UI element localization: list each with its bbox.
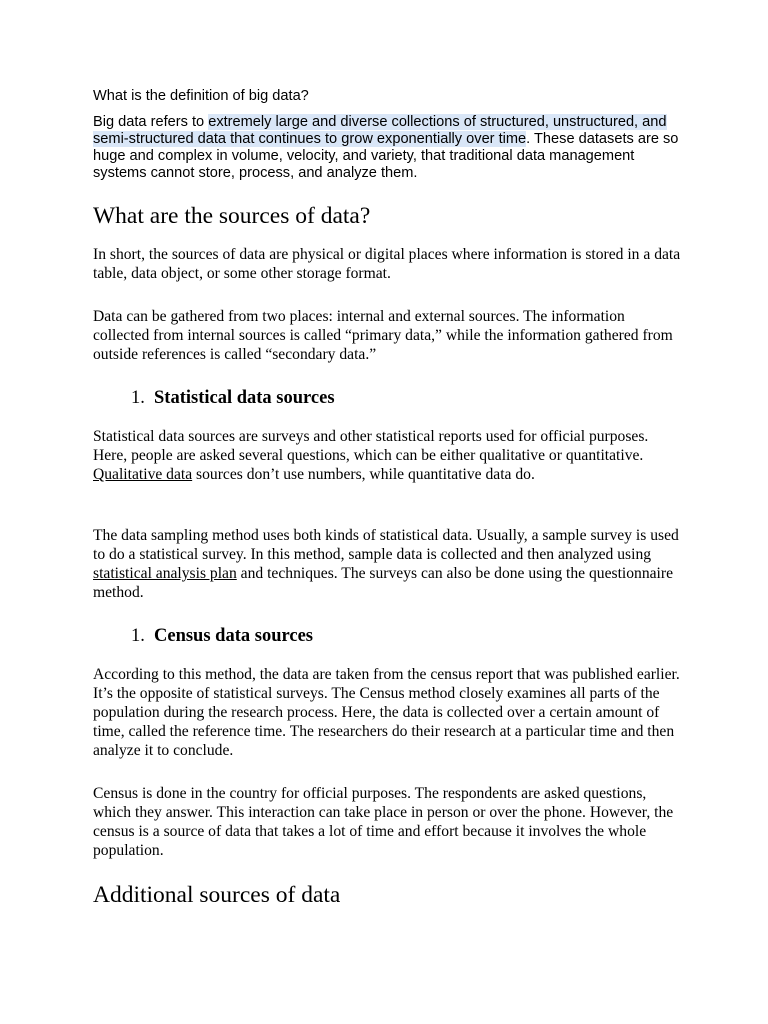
sources-intro-paragraph: In short, the sources of data are physical or digital places where information is stored in a data table, data object, or some other storage format. bbox=[93, 246, 681, 282]
statistical-paragraph-1 bbox=[93, 427, 683, 484]
text-span: sources don’t use numbers, while quantitative data do. bbox=[192, 466, 535, 483]
text-span: and techniques. The surveys can also be done using the questionnaire method. bbox=[93, 565, 674, 601]
question-text: What is the definition of big data? bbox=[93, 88, 309, 104]
census-heading bbox=[131, 625, 313, 647]
list-number: 1. bbox=[131, 626, 145, 646]
statistical-analysis-plan-link[interactable]: statistical analysis plan bbox=[93, 565, 237, 582]
qualitative-data-link[interactable]: Qualitative data bbox=[93, 466, 193, 483]
census-title: Census data sources bbox=[154, 626, 313, 646]
statistical-title: Statistical data sources bbox=[154, 388, 335, 408]
definition-tail: . These datasets are so huge and complex in volume, velocity, and variety, that traditional data management systems cannot store, process, and analyze them. bbox=[93, 131, 679, 181]
census-paragraph-2: Census is done in the country for official purposes. The respondents are asked questions, which they answer. This interaction can take place in person or over the phone. However, the census is a source of data that takes a lot of time and effort because it involves the whole population. bbox=[93, 785, 674, 859]
text-span: The data sampling method uses both kinds of statistical data. Usually, a sample survey is used to do a statistical survey. In this method, sample data is collected and then analyzed using bbox=[93, 527, 679, 563]
text-span: Statistical data sources are surveys and other statistical reports used for official purposes. Here, people are asked several questions, which can be either qualitative or quantitative. bbox=[93, 428, 649, 464]
sources-heading: What are the sources of data? bbox=[93, 203, 371, 229]
list-number: 1. bbox=[131, 388, 145, 408]
definition-paragraph bbox=[93, 114, 683, 182]
census-paragraph-1: According to this method, the data are taken from the census report that was published earlier. It’s the opposite of statistical surveys. The Census method closely examines all parts of the population during the research process. Here, the data is collected over a certain amount of time, called the reference time. The researchers do their research at a particular time and then analyze it to conclude. bbox=[93, 666, 680, 759]
definition-lead: Big data refers to bbox=[93, 114, 209, 130]
additional-sources-heading: Additional sources of data bbox=[93, 882, 341, 908]
highlighted-text[interactable]: extremely large and diverse collections of structured, unstructured, and semi-structured data that continues to grow exponentially over time bbox=[93, 114, 667, 147]
statistical-paragraph-2 bbox=[93, 526, 683, 602]
primary-secondary-paragraph: Data can be gathered from two places: internal and external sources. The information collected from internal sources is called “primary data,” while the information gathered from outside references is called “secondary data.” bbox=[93, 308, 673, 363]
statistical-heading bbox=[131, 387, 335, 409]
